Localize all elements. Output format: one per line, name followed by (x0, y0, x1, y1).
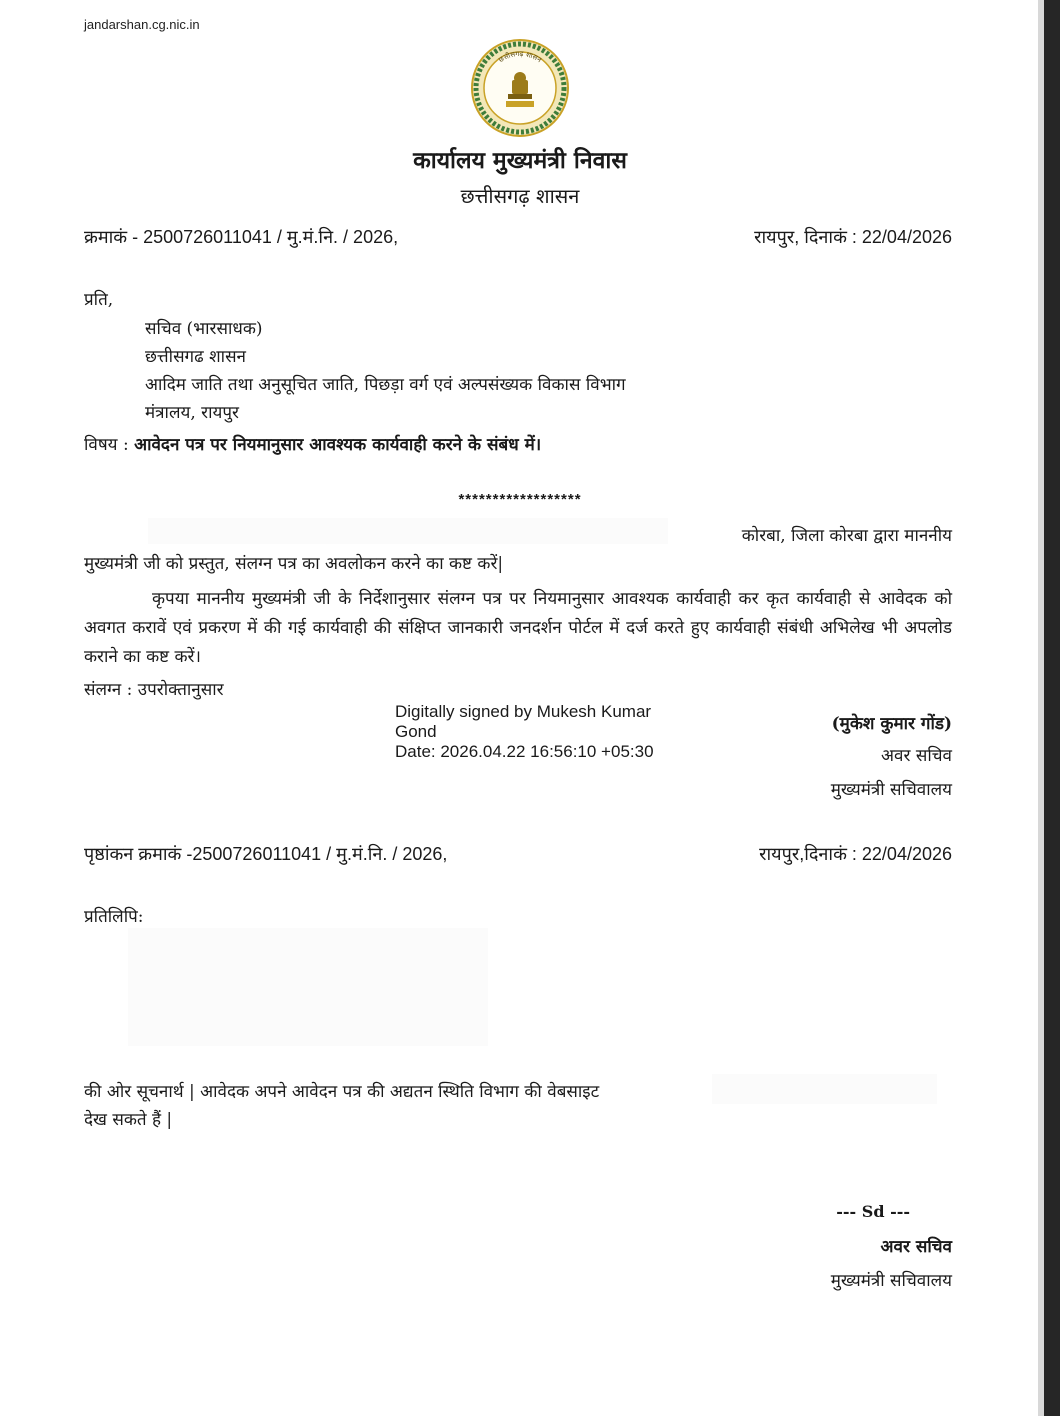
digital-signature-stamp (395, 702, 654, 762)
digital-signature-line: Gond (395, 722, 437, 741)
scan-edge (1044, 0, 1060, 1416)
office-title: कार्यालय मुख्यमंत्री निवास (413, 147, 627, 174)
subject (84, 432, 541, 455)
copy-label: प्रतिलिपि: (84, 907, 144, 927)
signatory-designation: अवर सचिव (881, 746, 952, 766)
government-name: छत्तीसगढ़ शासन (460, 184, 580, 208)
digital-signature-line: Digitally signed by Mukesh Kumar (395, 702, 652, 721)
endorsement-place-date: रायपुर,दिनाकं : 22/04/2026 (759, 844, 952, 864)
prati-label: प्रति, (84, 290, 114, 310)
state-emblem-icon (470, 38, 570, 138)
recipient-line: आदिम जाति तथा अनुसूचित जाति, पिछड़ा वर्ग एवं अल्पसंख्यक विकास विभाग (145, 375, 626, 395)
reference-number: क्रमाकं - 2500726011041 / मु.मं.नि. / 2026, (84, 227, 399, 247)
footer-office: मुख्यमंत्री सचिवालय (830, 1271, 952, 1291)
redacted-area (148, 518, 668, 544)
redacted-area (128, 928, 488, 1046)
footer-designation: अवर सचिव (880, 1237, 952, 1257)
redacted-area (712, 1074, 937, 1104)
body-paragraph: कृपया माननीय मुख्यमंत्री जी के निर्देशानुसार संलग्न पत्र पर नियमानुसार आवश्यक कार्यवाही कर कृत कार्यवाही से आवेदक को अवगत करावें एवं प्रकरण में की गई कार्यवाही की संक्षिप्त जानकारी जनदर्शन पोर्टल में दर्ज करते हुए कार्यवाही संबंधी अभिलेख भी अपलोड कराने का कष्ट करें। (84, 589, 952, 667)
subject-text: आवेदन पत्र पर नियमानुसार आवश्यक कार्यवाही करने के संबंध में। (134, 435, 542, 455)
body-line-2: मुख्यमंत्री जी को प्रस्तुत, संलग्न पत्र का अवलोकन करने का कष्ट करें| (84, 554, 504, 574)
signatory-name: (मुकेश कुमार गोंड) (831, 714, 952, 734)
body-line-1: कोरबा, जिला कोरबा द्वारा माननीय (741, 526, 952, 546)
recipient-line: मंत्रालय, रायपुर (145, 403, 239, 423)
subject-label: विषय : (84, 435, 129, 455)
source-url: jandarshan.cg.nic.in (84, 17, 200, 32)
recipient-line: सचिव (भारसाधक) (145, 319, 263, 339)
sd-mark: --- Sd --- (836, 1202, 910, 1221)
signatory-office: मुख्यमंत्री सचिवालय (830, 780, 952, 800)
digital-signature-date: Date: 2026.04.22 16:56:10 +05:30 (395, 742, 654, 761)
recipient-line: छत्तीसगढ शासन (145, 347, 246, 367)
enclosure: संलग्न : उपरोक्तानुसार (84, 680, 224, 700)
place-date: रायपुर, दिनाकं : 22/04/2026 (754, 227, 952, 247)
endorsement-number: पृष्ठांकन क्रमाकं -2500726011041 / मु.मं.नि. / 2026, (84, 844, 448, 864)
emblem-text: छत्तीसगढ़ शासन (497, 49, 543, 65)
separator: ****************** (458, 491, 582, 508)
info-line-1: की ओर सूचनार्थ | आवेदक अपने आवेदन पत्र की अद्यतन स्थिति विभाग की वेबसाइट (84, 1082, 600, 1102)
info-line-2: देख सकते हैं | (84, 1110, 173, 1130)
